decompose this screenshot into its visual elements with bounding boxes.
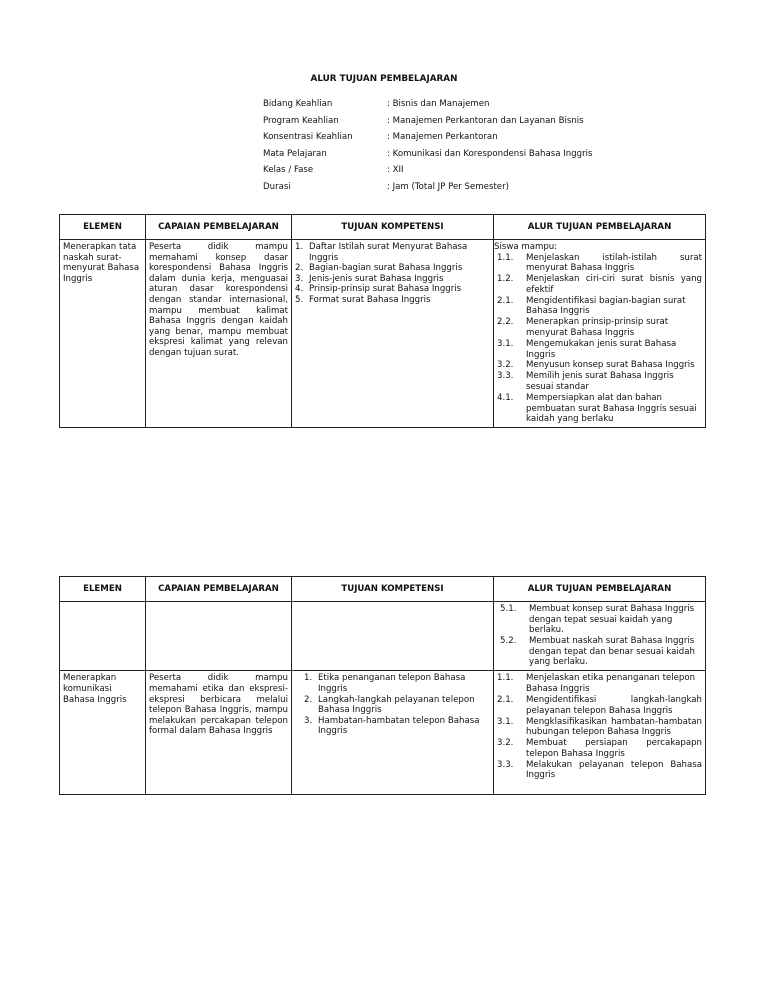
list-item: 4. Prinsip-prinsip surat Bahasa Inggris xyxy=(295,284,462,295)
header-elemen: ELEMEN xyxy=(60,215,146,240)
cell-kompetensi-empty xyxy=(292,602,494,671)
cell-capaian: Peserta didik mampu memahami etika dan ekspresi-ekspresi berbicara melalui telepon Bahasa Inggris, mampu melakukan percakapan telepon formal dalam Bahasa Inggris xyxy=(146,671,292,795)
list-item: 2.2. Menerapkan prinsip-prinsip surat menyurat Bahasa Inggris xyxy=(497,317,669,338)
alur-list xyxy=(500,604,702,668)
meta-value: : Komunikasi dan Korespondensi Bahasa Inggris xyxy=(387,148,593,159)
list-item: 4.1. Mempersiapkan alat dan bahan pembuatan surat Bahasa Inggris sesuai kaidah yang berlaku xyxy=(497,393,697,425)
meta-label: Mata Pelajaran xyxy=(263,148,327,159)
cell-capaian-empty xyxy=(146,602,292,671)
table-atp-2 xyxy=(59,576,706,795)
meta-value: : Manajemen Perkantoran dan Layanan Bisnis xyxy=(387,115,584,126)
list-item: 1.1. Menjelaskan etika penanganan telepon Bahasa Inggris xyxy=(497,673,696,694)
list-item: 2. Langkah-langkah pelayanan telepon Bahasa Inggris xyxy=(304,694,475,716)
meta-row-kelas xyxy=(263,165,593,182)
list-item: 1. Daftar Istilah surat Menyurat Bahasa Inggris xyxy=(295,242,468,263)
header-elemen: ELEMEN xyxy=(60,577,146,602)
cell-elemen: Menerapkan komunikasi Bahasa Inggris xyxy=(60,671,146,795)
cell-alur xyxy=(494,671,706,795)
meta-label: Program Keahlian xyxy=(263,115,339,126)
list-item: 3.3. Memilih jenis surat Bahasa Inggris sesuai standar xyxy=(497,371,674,393)
meta-label: Bidang Keahlian xyxy=(263,99,333,109)
list-item: 1.1. Menjelaskan istilah-istilah surat menyurat Bahasa Inggris xyxy=(497,252,702,274)
table-atp-1 xyxy=(59,214,706,428)
meta-row-mapel xyxy=(263,149,593,166)
meta-block xyxy=(263,99,593,199)
page-title: ALUR TUJUAN PEMBELAJARAN xyxy=(310,74,458,84)
meta-row-durasi xyxy=(263,182,593,199)
alur-intro: Siswa mampu: xyxy=(494,242,558,252)
meta-value: : Bisnis dan Manajemen xyxy=(387,99,490,109)
meta-row-konsentrasi xyxy=(263,132,593,149)
table-row xyxy=(60,671,706,795)
meta-row-bidang xyxy=(263,99,593,116)
cell-elemen-empty xyxy=(60,602,146,671)
cell-elemen: Menerapkan tata naskah surat-menyurat Bahasa Inggris xyxy=(60,240,146,428)
cell-kompetensi xyxy=(292,671,494,795)
meta-label: Durasi xyxy=(263,181,291,192)
header-capaian: CAPAIAN PEMBELAJARAN xyxy=(146,215,292,240)
kompetensi-list xyxy=(295,242,490,306)
meta-row-program xyxy=(263,116,593,133)
cell-kompetensi xyxy=(292,240,494,428)
list-item: 2. Bagian-bagian surat Bahasa Inggris xyxy=(295,263,463,274)
meta-label: Kelas / Fase xyxy=(263,165,314,176)
list-item: 1.2. Menjelaskan ciri-ciri surat bisnis yang efektif xyxy=(497,274,702,295)
header-alur: ALUR TUJUAN PEMBELAJARAN xyxy=(494,577,706,602)
list-item: 3.2. Menyusun konsep surat Bahasa Inggris xyxy=(497,360,695,371)
cell-alur xyxy=(494,240,706,428)
list-item: 1. Etika penanganan telepon Bahasa Inggris xyxy=(304,673,466,694)
header-alur: ALUR TUJUAN PEMBELAJARAN xyxy=(494,215,706,240)
meta-value: : Jam (Total JP Per Semester) xyxy=(387,181,509,192)
list-item: 5. Format surat Bahasa Inggris xyxy=(295,294,431,305)
cell-capaian: Peserta didik mampu memahami konsep dasar korespondensi Bahasa Inggris dalam dunia kerja, menguasai aturan dasar korespondensi dengan standar internasional, mampu membuat kalimat Bahasa Inggris dengan kaidah yang benar, mampu membuat ekspresi kalimat yang relevan dengan tujuan surat. xyxy=(146,240,292,428)
list-item: 3. Hambatan-hambatan telepon Bahasa Inggris xyxy=(304,715,480,737)
meta-value: : XII xyxy=(387,165,404,176)
list-item: 5.2. Membuat naskah surat Bahasa Inggris dengan tepat dan benar sesuai kaidah yang berlaku. xyxy=(500,636,695,668)
list-item: 3. Jenis-jenis surat Bahasa Inggris xyxy=(295,273,444,284)
table-header-row xyxy=(60,215,706,240)
alur-list xyxy=(497,253,702,425)
list-item: 3.1. Mengemukakan jenis surat Bahasa Inggris xyxy=(497,338,677,360)
cell-alur xyxy=(494,602,706,671)
header-capaian: CAPAIAN PEMBELAJARAN xyxy=(146,577,292,602)
kompetensi-list xyxy=(304,673,490,737)
list-item: 3.1. Mengklasifikasikan hambatan-hambatan hubungan telepon Bahasa Inggris xyxy=(497,716,702,738)
header-kompetensi: TUJUAN KOMPETENSI xyxy=(292,215,494,240)
header-kompetensi: TUJUAN KOMPETENSI xyxy=(292,577,494,602)
meta-label: Konsentrasi Keahlian xyxy=(263,132,353,143)
list-item: 3.2. Membuat persiapan percakapapn telepon Bahasa Inggris xyxy=(497,738,702,759)
list-item: 5.1. Membuat konsep surat Bahasa Inggris dengan tepat sesuai kaidah yang berlaku. xyxy=(500,604,695,636)
meta-value: : Manajemen Perkantoran xyxy=(387,132,498,143)
table-header-row xyxy=(60,577,706,602)
table-row xyxy=(60,602,706,671)
alur-list xyxy=(497,673,702,781)
list-item: 3.3. Melakukan pelayanan telepon Bahasa Inggris xyxy=(497,759,702,781)
list-item: 2.1. Mengidentifikasi langkah-langkah pelayanan telepon Bahasa Inggris xyxy=(497,694,702,716)
list-item: 2.1. Mengidentifikasi bagian-bagian surat Bahasa Inggris xyxy=(497,295,686,317)
table-row xyxy=(60,240,706,428)
